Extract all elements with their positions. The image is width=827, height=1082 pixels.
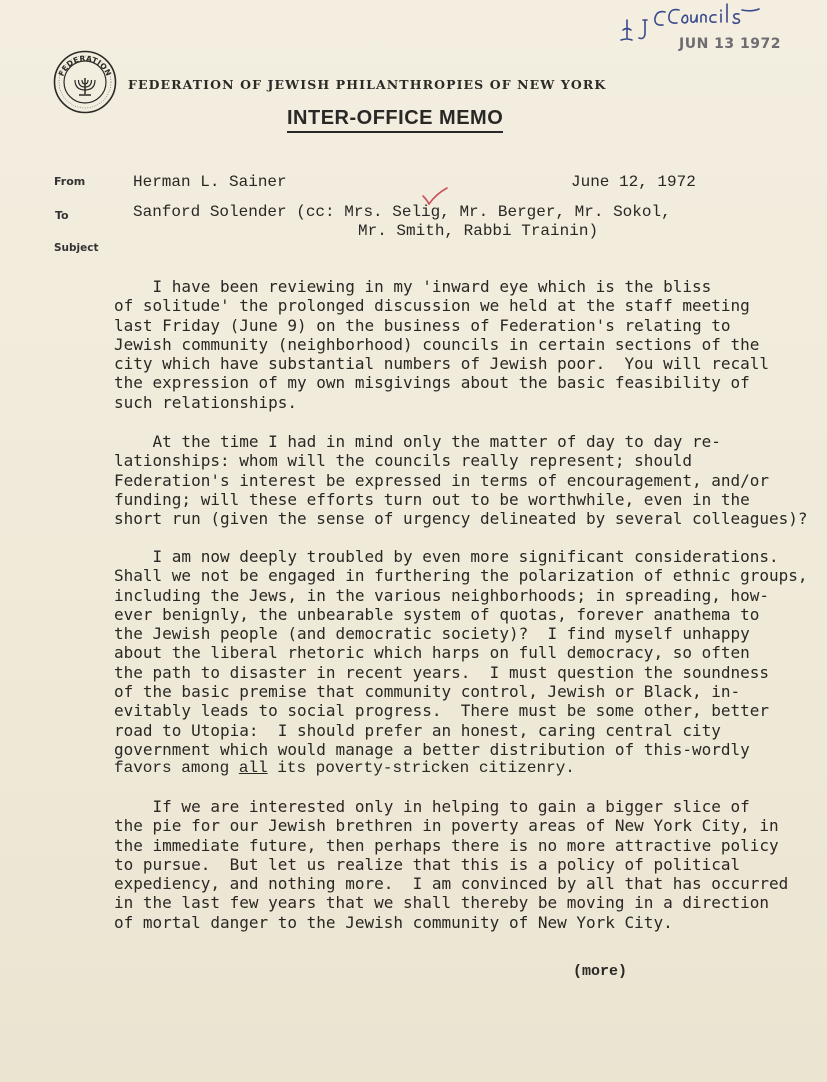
federation-seal-icon	[53, 50, 117, 114]
body-paragraph-2: At the time I had in mind only the matter of day to day re- lationships: whom will the councils really represent; should Federation's interest be expressed in terms of encouragement, and/or funding; will these efforts turn out to be worthwhile, even in the short run (given the sense of urgency delineated by several colleagues)?	[114, 432, 808, 529]
received-date-stamp: JUN 13 1972	[679, 36, 781, 52]
underlined-word: all	[238, 759, 268, 777]
check-mark-icon	[420, 186, 450, 208]
last-line-start: favors among	[114, 759, 239, 777]
memo-date: June 12, 1972	[571, 173, 696, 191]
to-value-line1: Sanford Solender (cc: Mrs. Selig, Mr. Berger, Mr. Sokol,	[133, 203, 671, 221]
body-paragraph-3: I am now deeply troubled by even more significant considerations. Shall we not be engaged in furthering the polarization of ethnic groups, including the Jews, in the various neighborhoods; in spreading, how- ever benignly, the unbearable system of quotas, forever anathema to the Jewish people (and democratic society)? I find myself unhappy about the liberal rhetoric which harps on full democracy, so often the path to disaster in recent years. I must question the soundness of the basic premise that community control, Jewish or Black, in- evitably leads to social progress. There must be some other, better road to Utopia: I should prefer an honest, caring central city government which would manage a better distribution of this-wordly	[114, 547, 808, 759]
to-value-line2: Mr. Smith, Rabbi Trainin)	[358, 222, 599, 240]
body-paragraph-3-last-line	[114, 759, 575, 778]
memo-title: INTER-OFFICE MEMO	[287, 107, 503, 133]
last-line-end: its poverty-stricken citizenry.	[267, 759, 575, 777]
from-label: From	[54, 175, 86, 188]
from-value: Herman L. Sainer	[133, 173, 287, 191]
svg-text:FEDERATION: FEDERATION	[56, 53, 114, 78]
subject-label: Subject	[54, 242, 99, 254]
more-indicator: (more)	[573, 963, 628, 980]
to-label: To	[55, 209, 69, 222]
organization-name: FEDERATION OF JEWISH PHILANTHROPIES OF NEW YORK	[128, 77, 607, 92]
body-paragraph-4: If we are interested only in helping to gain a bigger slice of the pie for our Jewish brethren in poverty areas of New York City, in the immediate future, then perhaps there is no more attractive policy to pursue. But let us realize that this is a policy of political expediency, and nothing more. I am convinced by all that has occurred in the last few years that we shall thereby be moving in a direction of mortal danger to the Jewish community of New York City.	[114, 797, 789, 932]
body-paragraph-1: I have been reviewing in my 'inward eye which is the bliss of solitude' the prolonged discussion we held at the staff meeting last Friday (June 9) on the business of Federation's relating to Jewish community (neighborhood) councils in certain sections of the city which have substantial numbers of Jewish poor. You will recall the expression of my own misgivings about the basic feasibility of such relationships.	[114, 277, 770, 412]
